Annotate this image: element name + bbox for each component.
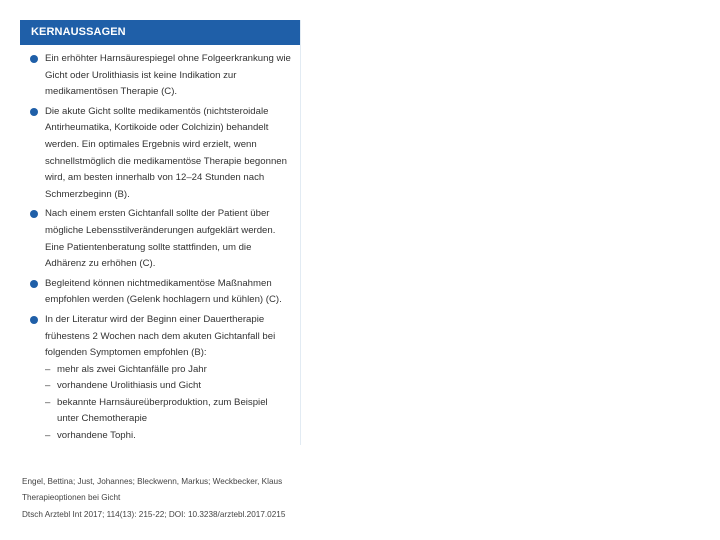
sub-list-item [45,362,292,379]
sub-item-text: vorhandene Urolithiasis und Gicht [57,380,201,392]
key-messages-title: KERNAUSSAGEN [20,20,300,45]
citation [22,474,285,523]
list-item [20,104,300,204]
key-messages-box [20,20,301,445]
bullet-text: In der Literatur wird der Beginn einer Dauertherapie frühestens 2 Wochen nach dem akuten Gichtanfall bei folgenden Symptomen empfohlen (B): [45,313,276,359]
bullet-dot-icon [30,55,38,63]
bullet-dot-icon [30,108,38,116]
bullet-dot-icon [30,280,38,288]
sub-list-item [45,378,292,395]
symptom-list [45,362,292,445]
sub-item-text: vorhandene Tophi. [57,430,136,442]
key-messages-list [20,45,300,445]
sub-item-text: bekannte Harnsäureüberproduktion, zum Beispiel unter Chemotherapie [57,396,268,425]
sub-item-text: mehr als zwei Gichtanfälle pro Jahr [57,363,207,375]
dash-icon: – [45,396,51,408]
sub-list-item [45,395,292,428]
bullet-dot-icon [30,210,38,218]
bullet-dot-icon [30,316,38,324]
dash-icon: – [45,380,51,392]
dash-icon: – [45,363,51,375]
list-item [20,206,300,272]
bullet-text: Nach einem ersten Gichtanfall sollte der Patient über mögliche Lebensstilveränderungen aufgeklärt werden. Eine Patientenberatung sollte stattfinden, um die Adhärenz zu erhöhen (C). [45,208,276,270]
citation-title: Therapieoptionen bei Gicht [22,493,121,503]
citation-authors: Engel, Bettina; Just, Johannes; Bleckwenn, Markus; Weckbecker, Klaus [22,477,283,486]
bullet-text: Begleitend können nichtmedikamentöse Maßnahmen empfohlen werden (Gelenk hochlagern und kühlen) (C). [45,277,282,306]
bullet-text: Ein erhöhter Harnsäurespiegel ohne Folgeerkrankung wie Gicht oder Urolithiasis ist keine Indikation zur medikamentösen Therapie (C). [45,53,291,98]
list-item [20,276,300,309]
dash-icon: – [45,430,51,442]
bullet-text: Die akute Gicht sollte medikamentös (nichtsteroidale Antirheumatika, Kortikoide oder Colchizin) behandelt werden. Ein optimales Ergebnis wird erzielt, wenn schnellstmöglich die medikamentöse Therapie begonnen wird, am besten innerhalb von 12–24 Stunden nach Schmerzbeginn (B). [45,105,287,200]
citation-source: Dtsch Arztebl Int 2017; 114(13): 215-22; DOI: 10.3238/arztebl.2017.0215 [22,509,286,519]
list-item [20,51,300,101]
list-item [20,312,300,445]
sub-list-item [45,428,292,445]
